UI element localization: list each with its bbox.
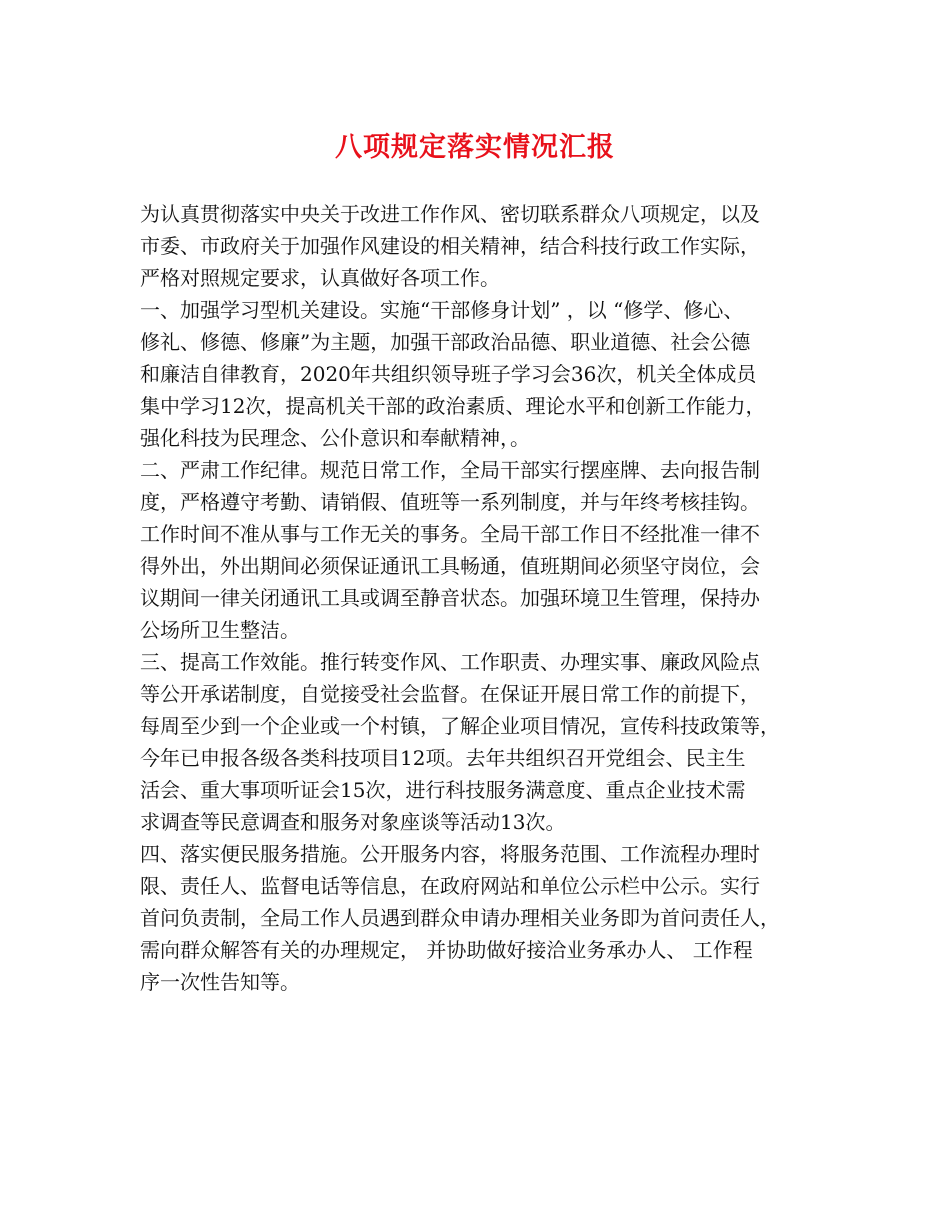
text-line: 工作时间不准从事与工作无关的事务。全局干部工作日不经批准一律不 <box>140 522 760 546</box>
text-line: 修礼、修德、修廉”为主题，加强干部政治品德、职业道德、社会公德 <box>140 330 751 354</box>
text-line: 序一次性告知等。 <box>140 970 300 994</box>
text-line: 得外出，外出期间必须保证通讯工具畅通，值班期间必须坚守岗位，会 <box>140 554 760 578</box>
text-line: 议期间一律关闭通讯工具或调至静音状态。加强环境卫生管理，保持办 <box>140 586 760 610</box>
text-line: 每周至少到一个企业或一个村镇，了解企业项目情况，宣传科技政策等， <box>140 714 780 738</box>
text-line: 需向群众解答有关的办理规定， 并协助做好接洽业务承办人、 工作程 <box>140 938 753 962</box>
text-line: 活会、重大事项听证会15次，进行科技服务满意度、重点企业技术需 <box>140 778 746 802</box>
text-line: 为认真贯彻落实中央关于改进工作作风、密切联系群众八项规定，以及 <box>140 202 760 226</box>
text-line: 强化科技为民理念、公仆意识和奉献精神，。 <box>140 426 530 450</box>
text-line: 二、严肃工作纪律。规范日常工作，全局干部实行摆座牌、去向报告制 <box>140 458 760 482</box>
text-line: 等公开承诺制度，自觉接受社会监督。在保证开展日常工作的前提下， <box>140 682 760 706</box>
text-line: 市委、市政府关于加强作风建设的相关精神，结合科技行政工作实际， <box>140 234 760 258</box>
text-line: 集中学习12次，提高机关干部的政治素质、理论水平和创新工作能力， <box>140 394 766 418</box>
text-line: 首问负责制，全局工作人员遇到群众申请办理相关业务即为首问责任人， <box>140 906 780 930</box>
text-line: 严格对照规定要求，认真做好各项工作。 <box>140 266 500 290</box>
text-line: 四、落实便民服务措施。公开服务内容，将服务范围、工作流程办理时 <box>140 842 760 866</box>
text-line: 三、提高工作效能。推行转变作风、工作职责、办理实事、廉政风险点 <box>140 650 760 674</box>
text-line: 今年已申报各级各类科技项目12项。去年共组织召开党组会、民主生 <box>140 746 746 770</box>
document-body <box>140 198 840 998</box>
text-line: 和廉洁自律教育，2020年共组织领导班子学习会36次，机关全体成员 <box>140 362 757 386</box>
text-line: 公场所卫生整洁。 <box>140 618 300 642</box>
text-line: 求调查等民意调查和服务对象座谈等活动13次。 <box>140 810 566 834</box>
text-line: 限、责任人、监督电话等信息，在政府网站和单位公示栏中公示。实行 <box>140 874 760 898</box>
text-line: 一、加强学习型机关建设。实施“干部修身计划” ，以 “修学、修心、 <box>140 298 744 322</box>
text-line: 度，严格遵守考勤、请销假、值班等一系列制度，并与年终考核挂钩。 <box>140 490 760 514</box>
document-title: 八项规定落实情况汇报 <box>335 132 615 163</box>
